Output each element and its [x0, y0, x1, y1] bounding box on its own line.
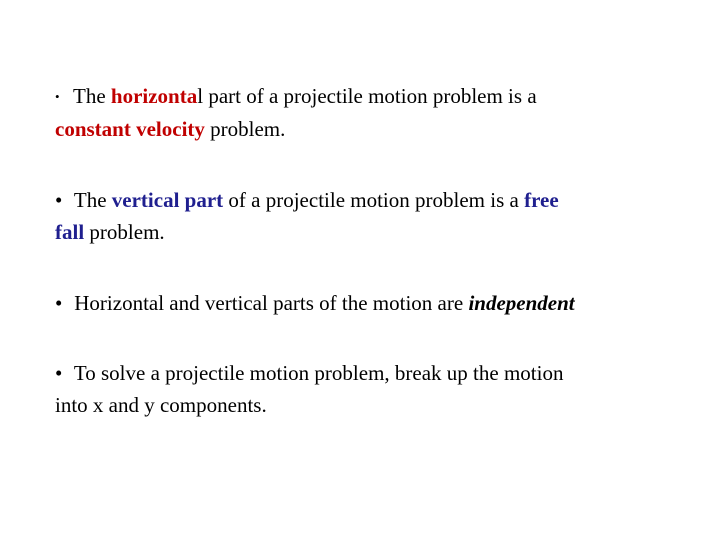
bullet-icon: •: [55, 291, 63, 315]
bullet-icon: •: [55, 361, 63, 385]
emphasis-vertical-part: vertical part: [111, 188, 224, 212]
emphasis-constant-velocity: constant velocity: [55, 117, 205, 141]
bullet-horizontal: [55, 80, 655, 145]
bullet-icon: •: [55, 89, 60, 104]
bullet-icon: •: [55, 188, 63, 212]
text: The: [73, 84, 111, 108]
text: into x and y components.: [55, 393, 267, 417]
text: The: [73, 188, 112, 212]
emphasis-free: free: [524, 188, 559, 212]
text: problem.: [84, 220, 165, 244]
text: To solve a projectile motion problem, break up the motion: [73, 361, 564, 385]
emphasis-horizontal: horizonta: [110, 84, 198, 108]
emphasis-fall: fall: [55, 220, 85, 244]
bullet-vertical: [55, 184, 655, 248]
text: of a projectile motion problem is a: [223, 188, 525, 212]
text: Horizontal and vertical parts of the motion are: [74, 291, 469, 315]
bullet-solve: [55, 357, 655, 421]
emphasis-independent: independent: [468, 291, 575, 315]
bullet-independent: [55, 287, 655, 319]
text: l part of a projectile motion problem is a: [197, 84, 537, 108]
text: problem.: [204, 117, 286, 141]
